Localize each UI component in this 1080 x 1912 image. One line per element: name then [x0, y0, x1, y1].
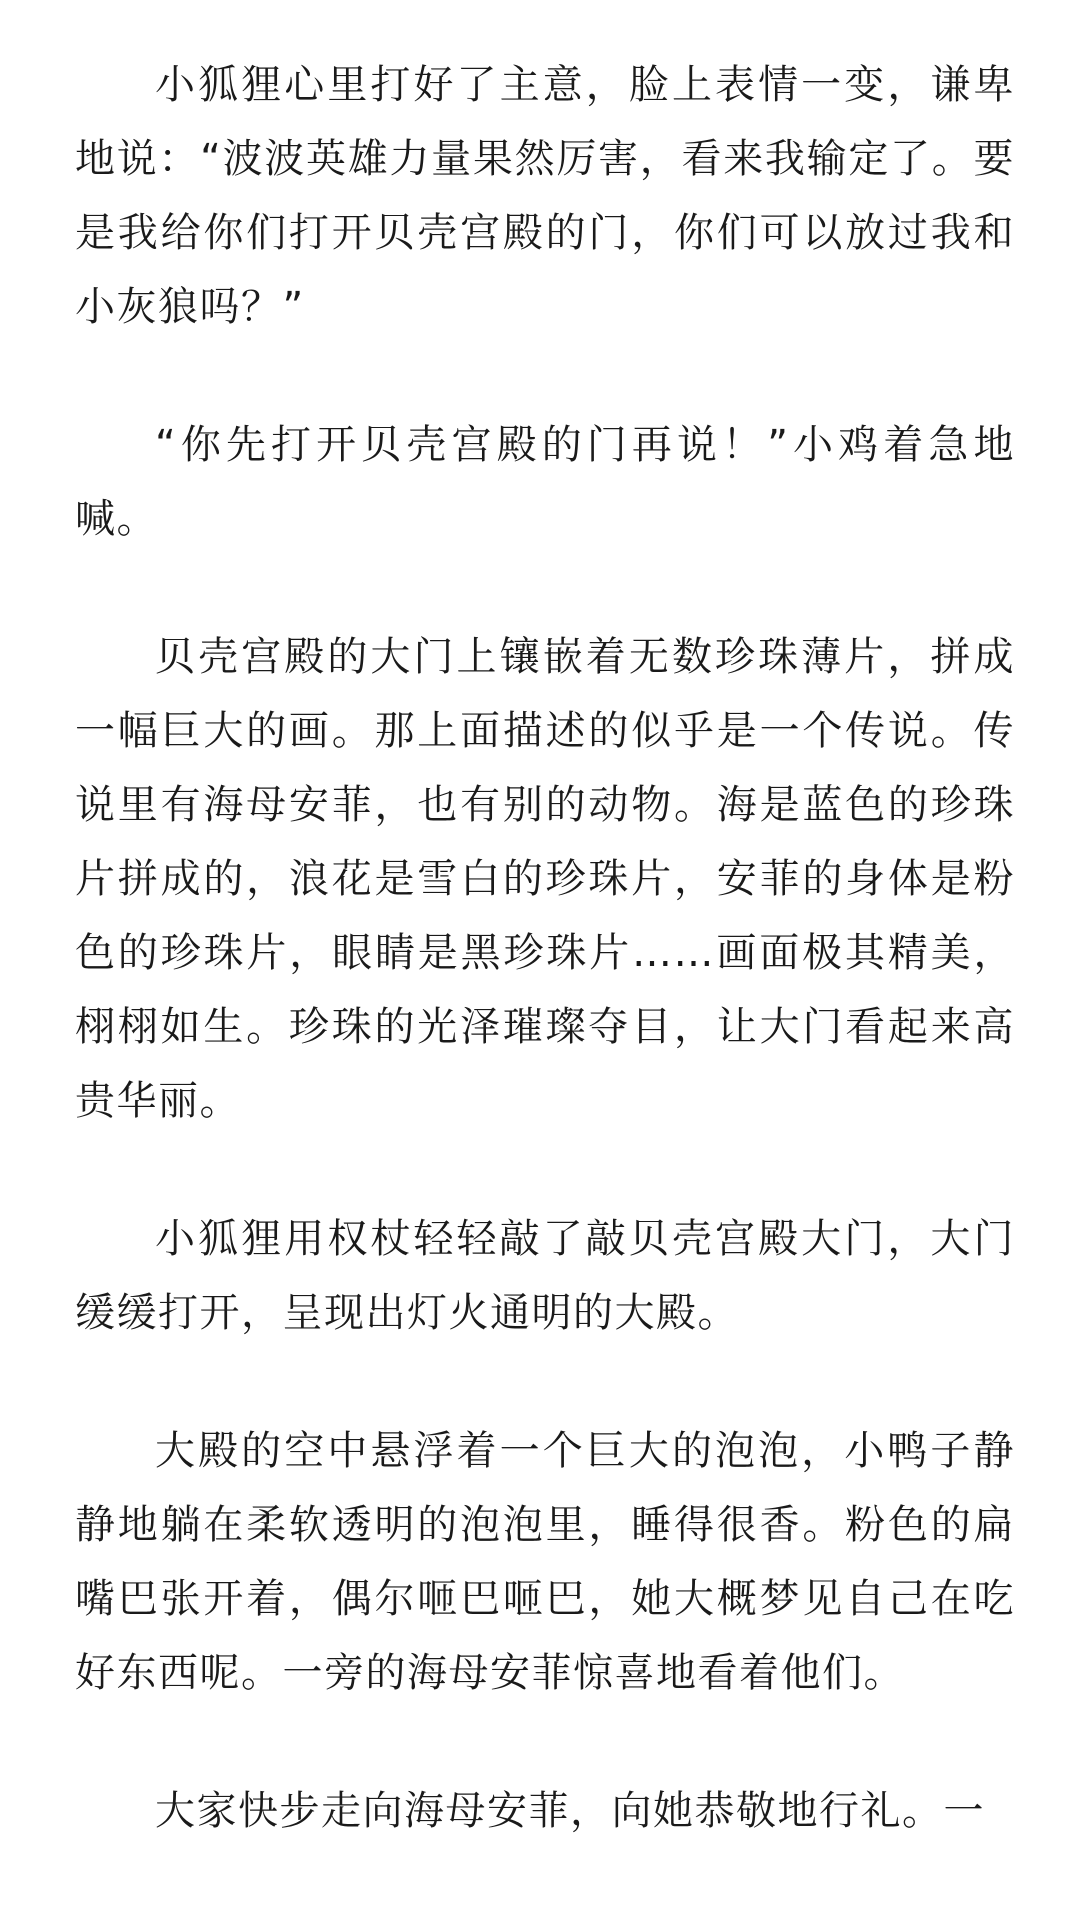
- paragraph-1: 小狐狸心里打好了主意，脸上表情一变，谦卑地说：“波波英雄力量果然厉害，看来我输定了。要是我给你们打开贝壳宫殿的门，你们可以放过我和小灰狼吗？”: [75, 62, 1015, 330]
- paragraph-4: 小狐狸用权杖轻轻敲了敲贝壳宫殿大门，大门缓缓打开，呈现出灯火通明的大殿。: [75, 1216, 1015, 1336]
- paragraph-6: 大家快步走向海母安菲，向她恭敬地行礼。一: [155, 1788, 985, 1834]
- story-text: [75, 48, 1015, 1912]
- paragraph-5: 大殿的空中悬浮着一个巨大的泡泡，小鸭子静静地躺在柔软透明的泡泡里，睡得很香。粉色的扁嘴巴张开着，偶尔咂巴咂巴，她大概梦见自己在吃好东西呢。一旁的海母安菲惊喜地看着他们。: [75, 1428, 1015, 1696]
- paragraph-2: “你先打开贝壳宫殿的门再说！”小鸡着急地喊。: [75, 422, 1015, 542]
- paragraph-3: 贝壳宫殿的大门上镶嵌着无数珍珠薄片，拼成一幅巨大的画。那上面描述的似乎是一个传说。传说里有海母安菲，也有别的动物。海是蓝色的珍珠片拼成的，浪花是雪白的珍珠片，安菲的身体是粉色的珍珠片，眼睛是黑珍珠片……画面极其精美，栩栩如生。珍珠的光泽璀璨夺目，让大门看起来高贵华丽。: [75, 634, 1015, 1124]
